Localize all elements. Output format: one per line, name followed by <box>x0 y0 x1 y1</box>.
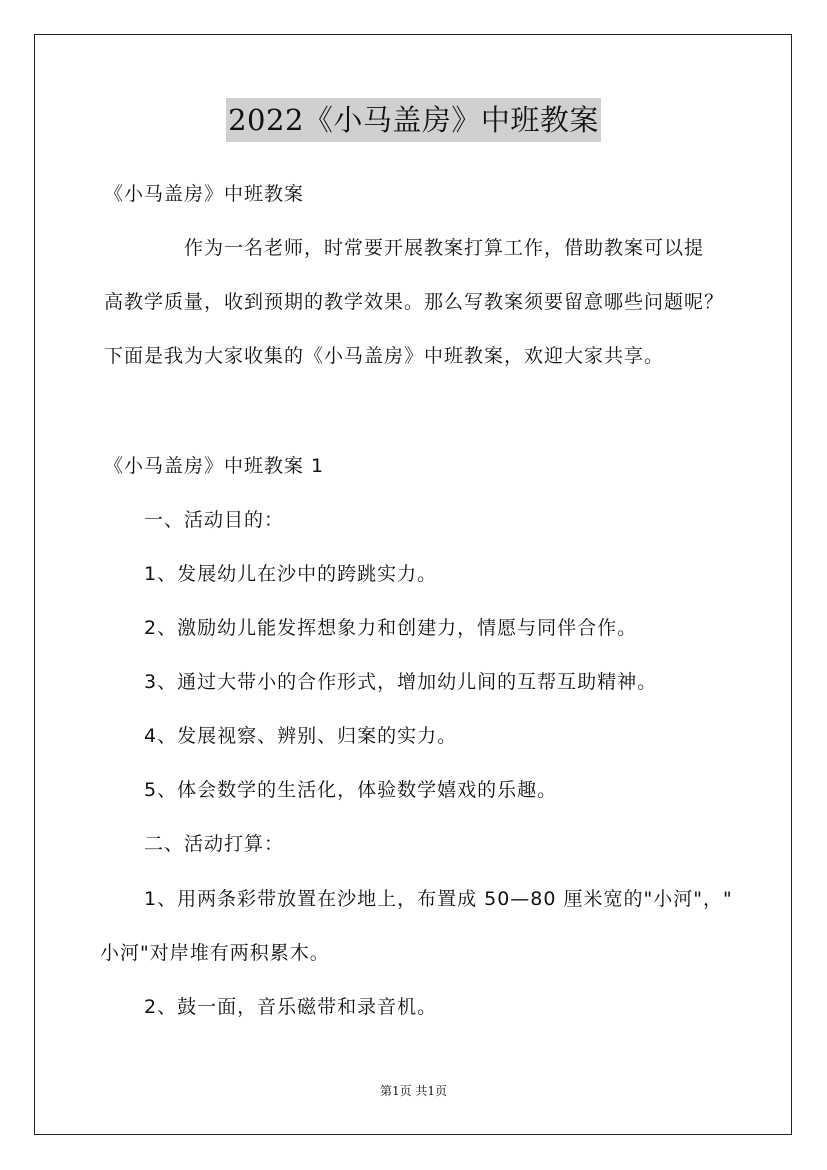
section-title: 《小马盖房》中班教案 1 <box>104 455 325 477</box>
intro-line-1: 作为一名老师，时常要开展教案打算工作，借助教案可以提 <box>184 237 705 259</box>
body-line: 1、发展幼儿在沙中的跨跳实力。 <box>144 563 438 585</box>
document-title-text: 2022《小马盖房》中班教案 <box>226 98 601 142</box>
body-line: 1、用两条彩带放置在沙地上，布置成 50—80 厘米宽的"小河"，" <box>144 888 733 910</box>
body-line: 小河"对岸堆有两积累木。 <box>100 942 330 964</box>
page-number: 第1页 共1页 <box>379 1084 448 1098</box>
intro-line-2: 高教学质量，收到预期的教学效果。那么写教案须要留意哪些问题呢？ <box>104 291 725 313</box>
body-line: 二、活动打算： <box>144 833 285 855</box>
body-line: 5、体会数学的生活化，体验数学嬉戏的乐趣。 <box>144 779 558 801</box>
body-line: 一、活动目的： <box>144 509 285 531</box>
body-line: 4、发展视察、辨别、归案的实力。 <box>144 725 458 747</box>
intro-line-3: 下面是我为大家收集的《小马盖房》中班教案，欢迎大家共享。 <box>104 345 665 367</box>
body-line: 3、通过大带小的合作形式，增加幼儿间的互帮互助精神。 <box>144 671 658 693</box>
page-footer <box>0 1082 827 1099</box>
body-line: 2、鼓一面，音乐磁带和录音机。 <box>144 996 438 1018</box>
body-line: 2、激励幼儿能发挥想象力和创建力，情愿与同伴合作。 <box>144 617 638 639</box>
document-subtitle: 《小马盖房》中班教案 <box>104 183 305 205</box>
document-title <box>0 98 827 142</box>
